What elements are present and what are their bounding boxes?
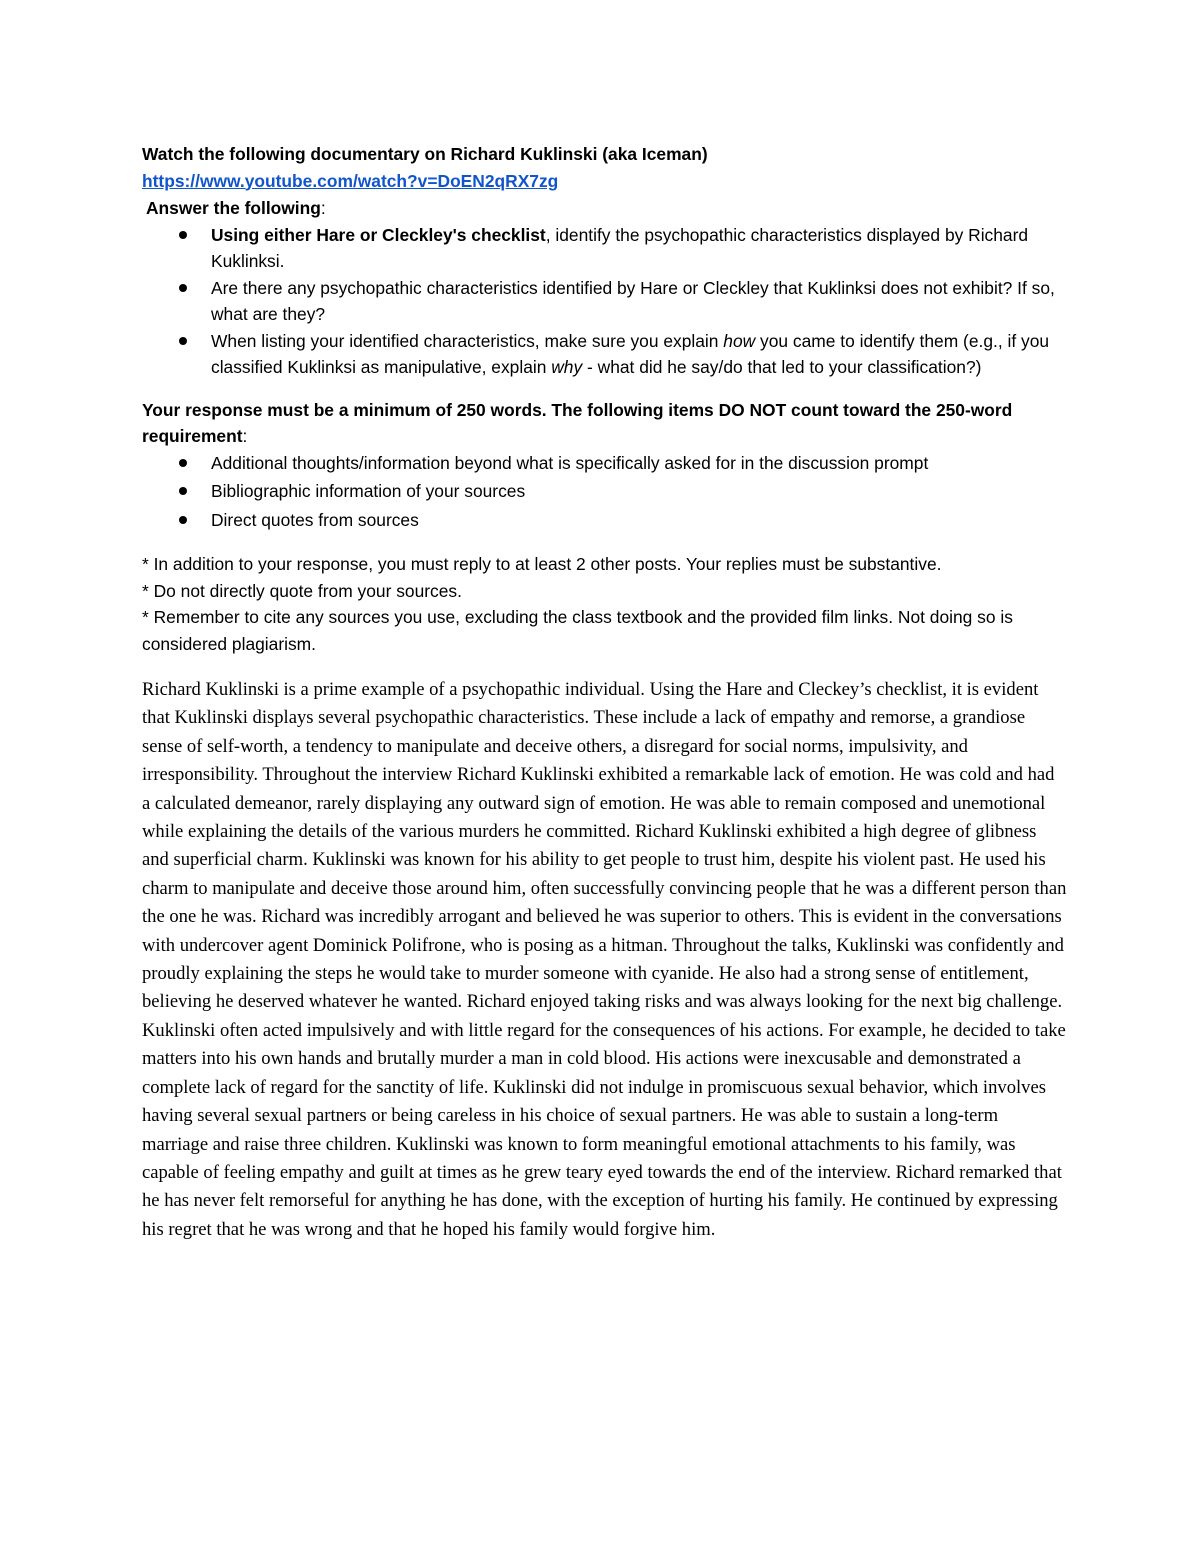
essay-response: Richard Kuklinski is a prime example of a psychopathic individual. Using the Hare and Cleckey’s checklist, it is evident that Kuklinski displays several psychopathic characteristics. These include a lack of empathy and remorse, a grandiose sense of self-worth, a tendency to manipulate and deceive others, a disregard for social norms, impulsivity, and irresponsibility. Throughout the interview Richard Kuklinski exhibited a remarkable lack of emotion. He was cold and had a calculated demeanor, rarely displaying any outward sign of emotion. He was able to remain composed and unemotional while explaining the details of the various murders he committed. Richard Kuklinski exhibited a high degree of glibness and superficial charm. Kuklinski was known for his ability to get people to trust him, despite his violent past. He used his charm to manipulate and deceive those around him, often successfully convincing people that he was a different person than the one he was. Richard was incredibly arrogant and believed he was superior to others. This is evident in the conversations with undercover agent Dominick Polifrone, who is posing as a hitman. Throughout the talks, Kuklinski was confidently and proudly explaining the steps he would take to murder someone with cyanide. He also had a strong sense of entitlement, believing he deserved whatever he wanted. Richard enjoyed taking risks and was always looking for the next big challenge. Kuklinski often acted impulsively and with little regard for the consequences of his actions. For example, he decided to take matters into his own hands and brutally murder a man in cold blood. His actions were inexcusable and demonstrated a complete lack of regard for the sanctity of life. Kuklinski did not indulge in promiscuous sexual behavior, which involves having several sexual partners or being careless in his choice of sexual partners. He was able to sustain a long-term marriage and raise three children. Kuklinski was known to form meaningful emotional attachments to his family, was capable of feeling empathy and guilt at times as he grew teary eyed towards the end of the interview. Richard remarked that he has never felt remorseful for anything he has done, with the exception of hurting his family. He continued by expressing his regret that he was wrong and that he hoped his family would forgive him. bbox=[142, 679, 1067, 1240]
bullet-icon bbox=[179, 231, 187, 239]
bullet-icon bbox=[179, 284, 187, 292]
question-3-em-how: how bbox=[723, 330, 756, 351]
word-requirement-bold: Your response must be a minimum of 250 words. The following items DO NOT count toward the 250-word requirement bbox=[142, 399, 1013, 446]
list-item bbox=[142, 478, 1062, 505]
exclusion-text: Direct quotes from sources bbox=[211, 509, 419, 530]
question-3-em-why: why bbox=[551, 357, 583, 377]
question-3-mid: you came to identify them (e.g., if you classified Kuklinksi as manipulative, explain bbox=[211, 330, 1050, 377]
list-item bbox=[142, 275, 1062, 328]
exclusion-list bbox=[142, 450, 1062, 534]
documentary-link[interactable]: https://www.youtube.com/watch?v=DoEN2qRX7zg bbox=[142, 170, 559, 191]
question-2-text: Are there any psychopathic characteristics identified by Hare or Cleckley that Kuklinksi does not exhibit? If so, what are they? bbox=[211, 277, 1055, 324]
list-item bbox=[142, 328, 1062, 381]
question-3-post: - what did he say/do that led to your classification?) bbox=[582, 357, 982, 377]
bullet-icon bbox=[179, 487, 187, 495]
question-1-text: , identify the psychopathic characteristics displayed by Richard Kuklinksi. bbox=[211, 224, 1029, 271]
word-requirement-colon: : bbox=[242, 426, 248, 446]
note-cite: * Remember to cite any sources you use, excluding the class textbook and the provided film links. Not doing so is considered plagiarism. bbox=[142, 607, 1013, 654]
question-1-bold: Using either Hare or Cleckley's checklist bbox=[211, 224, 546, 245]
bullet-icon bbox=[179, 459, 187, 467]
note-reply: * In addition to your response, you must reply to at least 2 other posts. Your replies must be substantive. bbox=[142, 554, 942, 574]
notes-block bbox=[142, 551, 1062, 657]
question-list bbox=[142, 222, 1062, 381]
question-3-pre: When listing your identified characteristics, make sure you explain bbox=[211, 330, 724, 351]
list-item bbox=[142, 507, 1062, 534]
list-item bbox=[142, 222, 1062, 275]
answer-colon: : bbox=[320, 198, 326, 218]
word-requirement bbox=[142, 397, 1062, 450]
exclusion-text: Additional thoughts/information beyond what is specifically asked for in the discussion prompt bbox=[211, 452, 929, 473]
list-item bbox=[142, 450, 1062, 477]
answer-label: Answer the following bbox=[146, 198, 321, 218]
answer-heading bbox=[146, 195, 1062, 222]
bullet-icon bbox=[179, 337, 187, 345]
document-content bbox=[142, 141, 1067, 1244]
bullet-icon bbox=[179, 516, 187, 524]
exclusion-text: Bibliographic information of your sources bbox=[211, 481, 526, 501]
note-quote: * Do not directly quote from your sources. bbox=[142, 580, 462, 601]
assignment-title: Watch the following documentary on Richard Kuklinski (aka Iceman) bbox=[142, 144, 708, 164]
